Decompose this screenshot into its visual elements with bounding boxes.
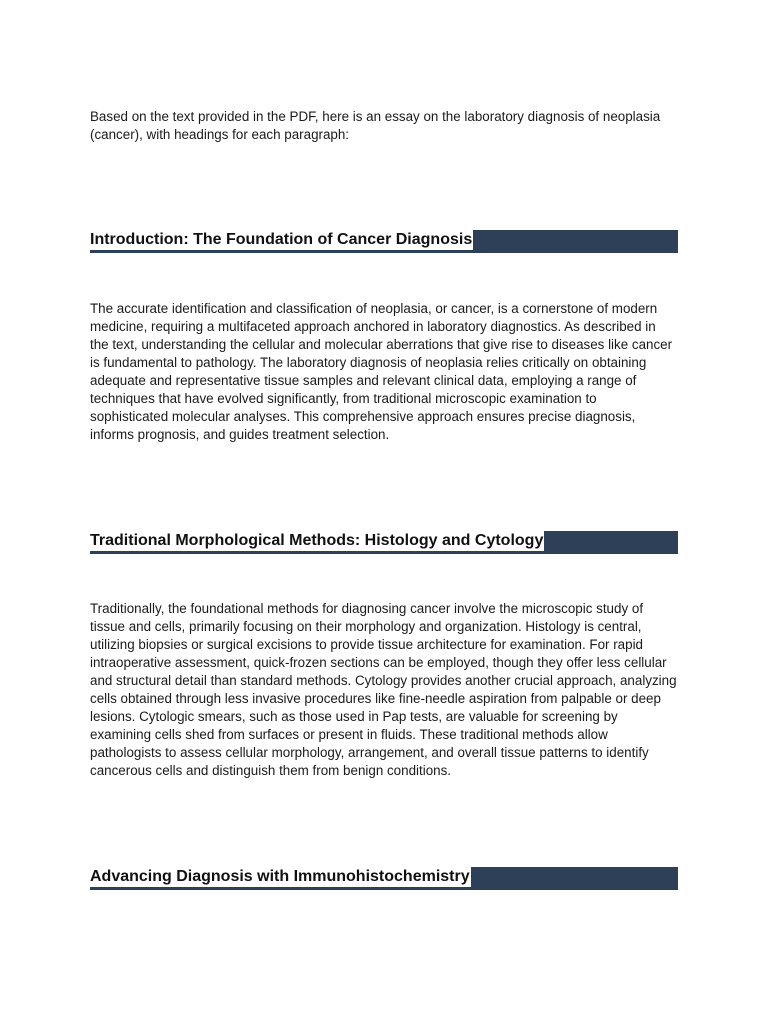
heading-band-fill xyxy=(471,867,678,887)
intro-paragraph: Based on the text provided in the PDF, here is an essay on the laboratory diagnosis of neoplasia (cancer), with headings for each paragraph: xyxy=(90,109,661,142)
section-heading-text: Advancing Diagnosis with Immunohistochemistry xyxy=(90,868,470,885)
section-paragraph-traditional-methods: Traditionally, the foundational methods for diagnosing cancer involve the microscopic study of tissue and cells, primarily focusing on their morphology and organization. Histology is central, utilizing biopsies or surgical excisions to provide tissue architecture for examination. For rapid intraoperative assessment, quick-frozen sections can be employed, though they offer less cellular and structural detail than standard methods. Cytology provides another crucial approach, analyzing cells obtained through less invasive procedures like fine-needle aspiration from palpable or deep lesions. Cytologic smears, such as those used in Pap tests, are valuable for screening by examining cells shed from surfaces or present in fluids. These traditional methods allow pathologists to assess cellular morphology, arrangement, and overall tissue patterns to identify cancerous cells and distinguish them from benign conditions. xyxy=(90,601,677,778)
section-heading-text: Introduction: The Foundation of Cancer Diagnosis xyxy=(90,231,473,248)
heading-band-fill xyxy=(544,531,678,551)
heading-band-fill xyxy=(473,230,678,250)
section-paragraph-introduction: The accurate identification and classification of neoplasia, or cancer, is a cornerstone of modern medicine, requiring a multifaceted approach anchored in laboratory diagnostics. As described in the text, understanding the cellular and molecular aberrations that give rise to diseases like cancer is fundamental to pathology. The laboratory diagnosis of neoplasia relies critically on obtaining adequate and representative tissue samples and relevant clinical data, employing a range of techniques that have evolved significantly, from traditional microscopic examination to sophisticated molecular analyses. This comprehensive approach ensures precise diagnosis, informs prognosis, and guides treatment selection. xyxy=(90,301,673,442)
section-heading-traditional-methods xyxy=(90,531,678,554)
section-heading-introduction xyxy=(90,230,678,253)
section-heading-immunohistochemistry xyxy=(90,867,678,890)
section-heading-text: Traditional Morphological Methods: Histology and Cytology xyxy=(90,532,544,549)
